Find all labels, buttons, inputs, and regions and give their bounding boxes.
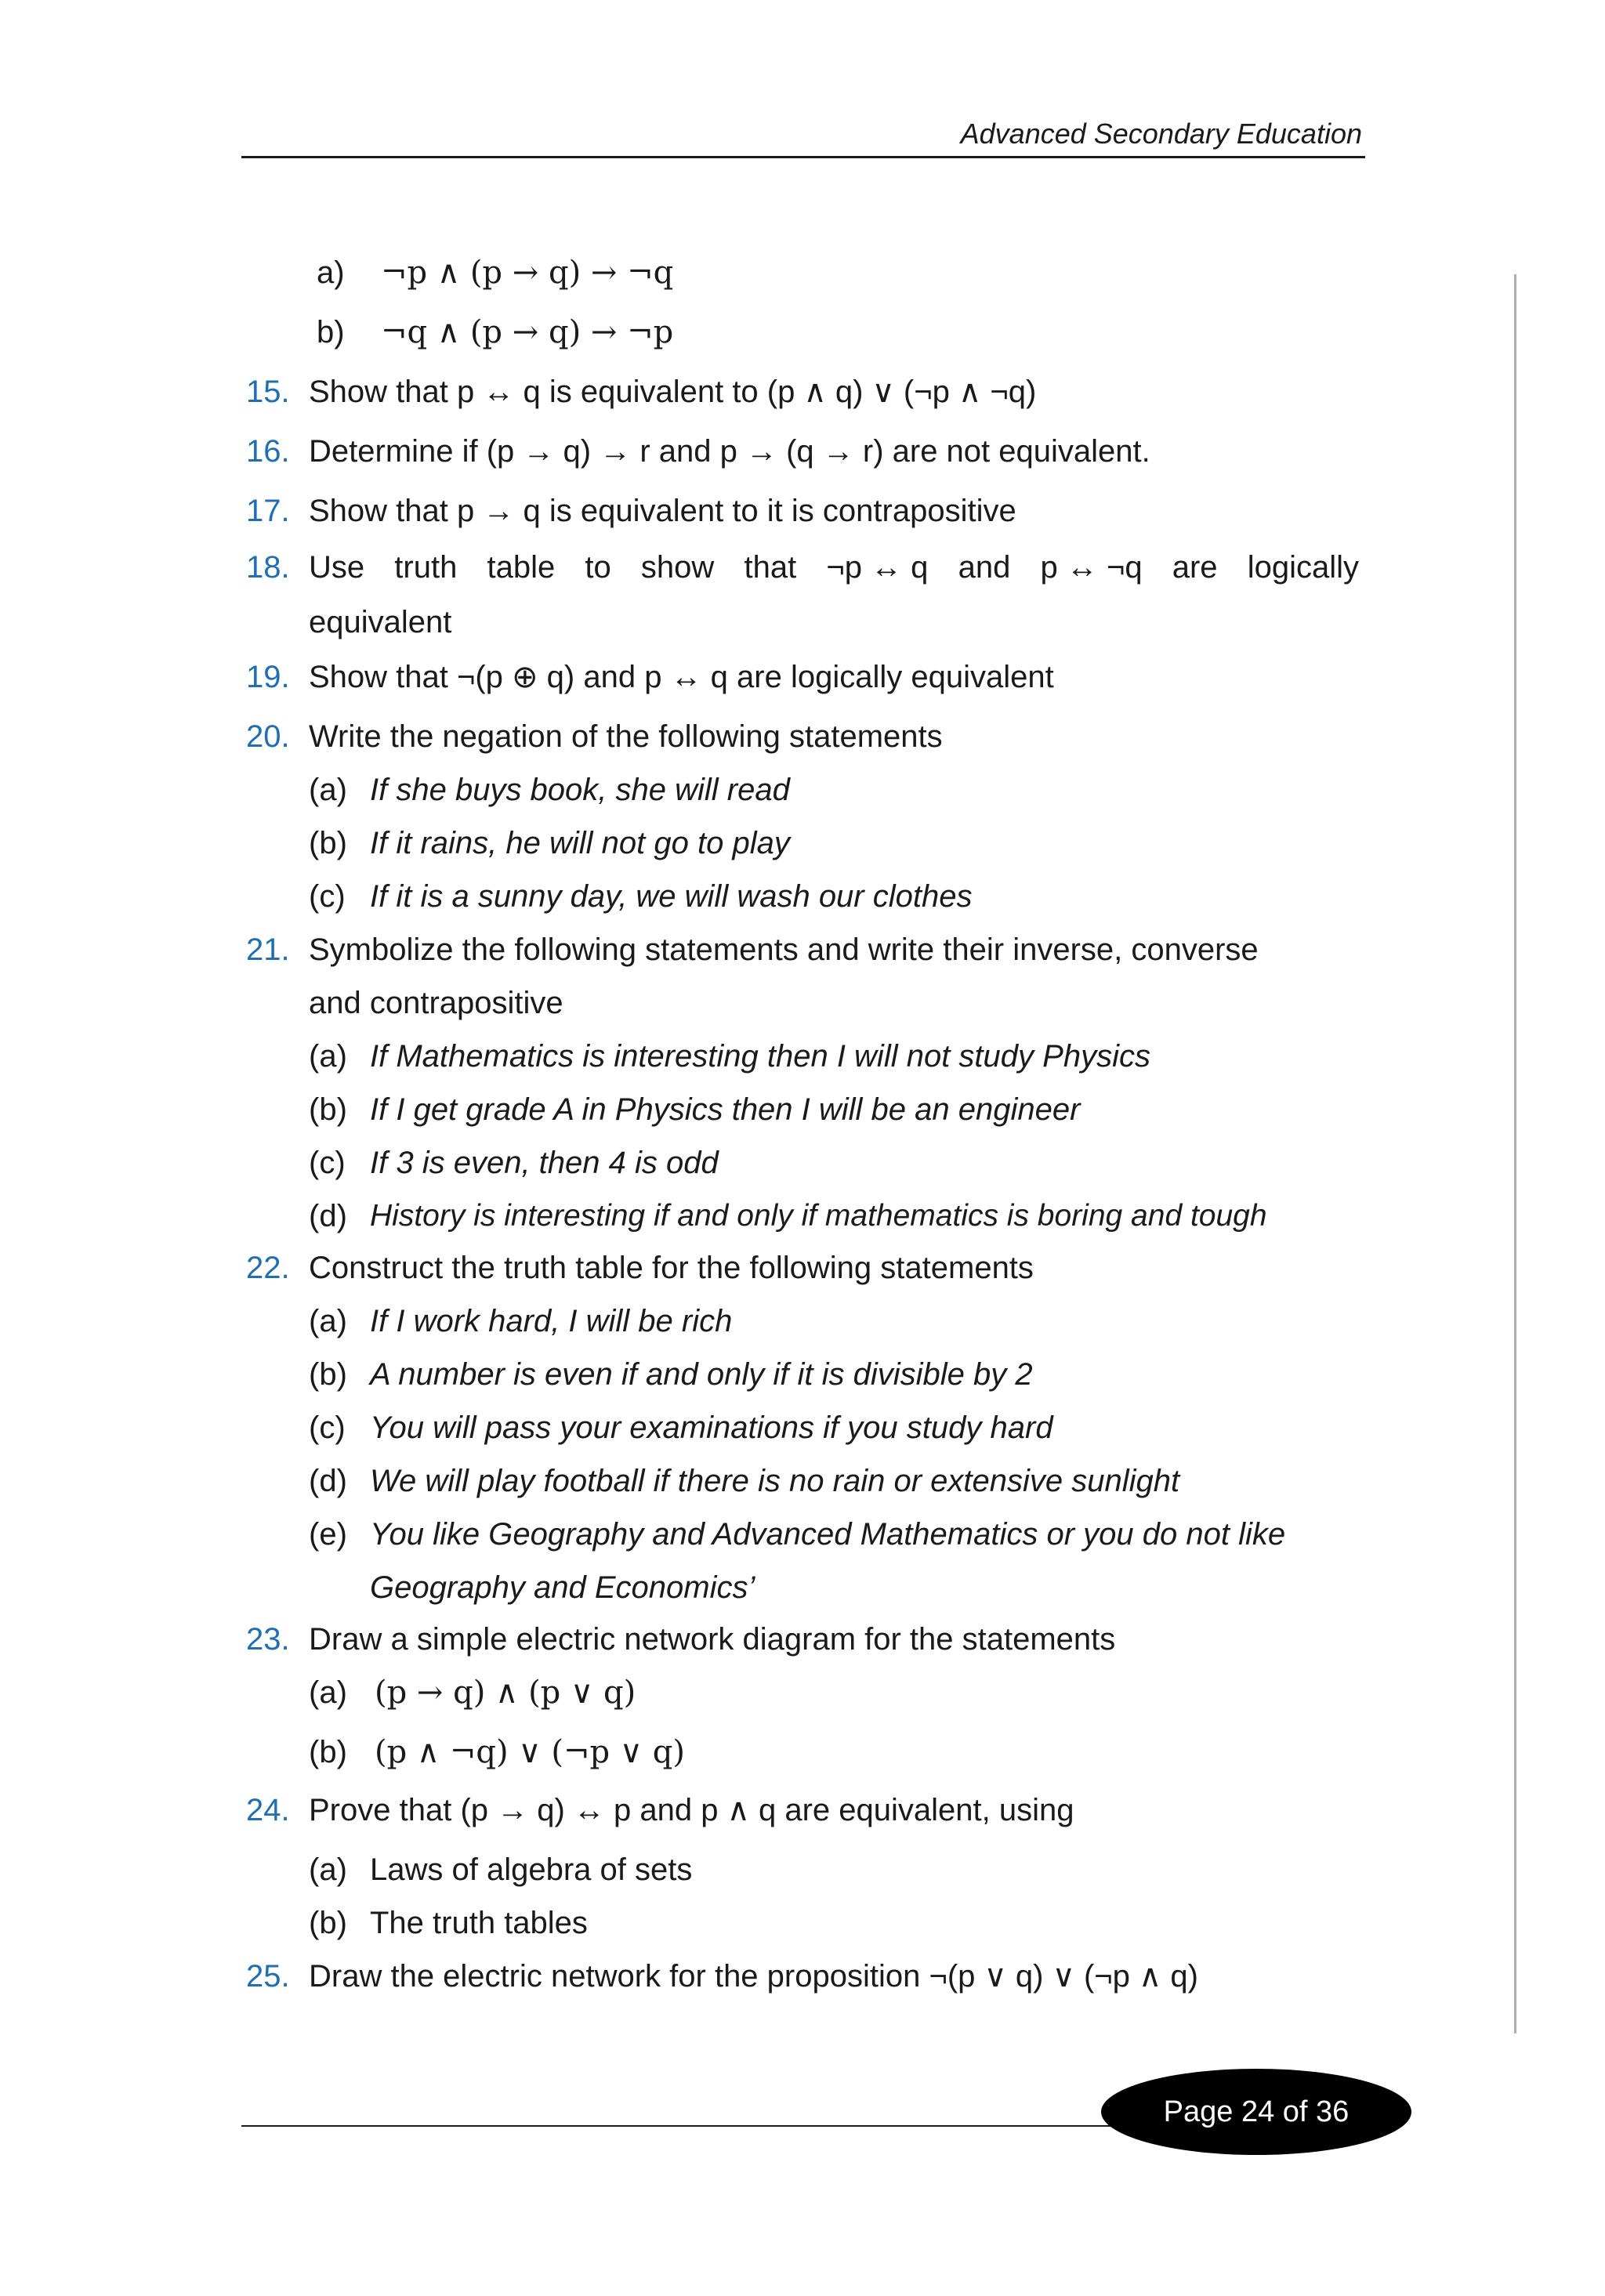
sub-label: (a): [309, 1039, 347, 1074]
sub-text: If 3 is even, then 4 is odd: [370, 1146, 719, 1180]
question-number: 19.: [246, 660, 290, 694]
question-text: Show that p → q is equivalent to it is contrapositive: [309, 494, 1016, 528]
question-text: Show that ¬(p ⊕ q) and p ↔ q are logically equivalent: [309, 660, 1054, 694]
sub-text: (p ∧ ¬q) ∨ (¬p ∨ q): [375, 1734, 685, 1770]
sub-label: (d): [309, 1199, 347, 1233]
sub-text: You like Geography and Advanced Mathematics or you do not like: [370, 1517, 1286, 1552]
word: show: [640, 550, 715, 585]
question-text: Write the negation of the following statements: [309, 719, 943, 754]
question-number: 20.: [246, 719, 290, 754]
sub-label: (b): [309, 1735, 347, 1769]
sub-text: You will pass your examinations if you study hard: [370, 1411, 1053, 1445]
question-text: [309, 547, 1359, 588]
word: and: [958, 550, 1011, 585]
sub-text-cont: Geography and Economics’: [370, 1570, 755, 1605]
sub-text: If I work hard, I will be rich: [370, 1304, 733, 1338]
sub-text: If I get grade A in Physics then I will be an engineer: [370, 1092, 1081, 1127]
sub-label: (b): [309, 826, 347, 860]
sub-label: (b): [309, 1906, 347, 1940]
word: to: [585, 550, 611, 585]
page-number-label: Page 24 of 36: [1163, 2095, 1350, 2128]
question-text: Determine if (p → q) → r and p → (q → r) are not equivalent.: [309, 434, 1150, 469]
sub-label: (e): [309, 1517, 347, 1552]
question-text: Construct the truth table for the following statements: [309, 1251, 1034, 1285]
word: truth: [394, 550, 458, 585]
question-number: 23.: [246, 1622, 290, 1657]
sub-text: If it is a sunny day, we will wash our clothes: [370, 879, 973, 914]
sub-text: The truth tables: [370, 1906, 588, 1940]
question-number: 24.: [246, 1793, 290, 1827]
sub-text: History is interesting if and only if mathematics is boring and tough: [370, 1199, 1267, 1233]
item-text: ¬p ∧ (p → q) → ¬q: [381, 255, 674, 291]
question-number: 18.: [246, 550, 290, 585]
sub-label: (c): [309, 879, 346, 914]
word: Use: [309, 550, 365, 585]
question-number: 21.: [246, 933, 290, 967]
question-text-cont: equivalent: [309, 605, 452, 639]
sub-text: (p → q) ∧ (p ∨ q): [375, 1675, 636, 1711]
question-number: 22.: [246, 1251, 290, 1285]
item-label: a): [317, 255, 345, 290]
question-text: Draw a simple electric network diagram for the statements: [309, 1622, 1116, 1657]
question-text: Prove that (p → q) ↔ p and p ∧ q are equivalent, using: [309, 1793, 1074, 1827]
question-number: 15.: [246, 375, 290, 409]
question-text-cont: and contrapositive: [309, 986, 563, 1020]
sub-text: If she buys book, she will read: [370, 773, 790, 807]
sub-text: If Mathematics is interesting then I will not study Physics: [370, 1039, 1150, 1074]
word: p ↔ ¬q: [1040, 550, 1143, 585]
question-number: 16.: [246, 434, 290, 469]
sub-text: We will play football if there is no rain or extensive sunlight: [370, 1464, 1180, 1498]
word: that: [744, 550, 797, 585]
question-text: Show that p ↔ q is equivalent to (p ∧ q) ∨ (¬p ∧ ¬q): [309, 375, 1037, 409]
sub-label: (b): [309, 1357, 347, 1392]
sub-label: (c): [309, 1411, 346, 1445]
sub-label: (a): [309, 1304, 347, 1338]
sub-label: (a): [309, 1675, 347, 1710]
item-text: ¬q ∧ (p → q) → ¬p: [381, 314, 674, 350]
word: logically: [1247, 550, 1359, 585]
sub-text: If it rains, he will not go to play: [370, 826, 790, 860]
word: table: [487, 550, 556, 585]
question-text: Symbolize the following statements and write their inverse, converse: [309, 933, 1259, 967]
question-number: 17.: [246, 494, 290, 528]
footer-divider: [241, 2125, 1119, 2127]
item-label: b): [317, 315, 345, 349]
sub-text: A number is even if and only if it is divisible by 2: [370, 1357, 1033, 1392]
page-number-badge: [1101, 2069, 1411, 2155]
question-number: 25.: [246, 1959, 290, 1994]
sub-label: (a): [309, 773, 347, 807]
sub-label: (c): [309, 1146, 346, 1180]
question-text: Draw the electric network for the proposition ¬(p ∨ q) ∨ (¬p ∧ q): [309, 1959, 1198, 1994]
word: ¬p ↔ q: [826, 550, 929, 585]
sub-label: (d): [309, 1464, 347, 1498]
header-title: Advanced Secondary Education: [960, 118, 1362, 150]
sub-text: Laws of algebra of sets: [370, 1852, 693, 1887]
sub-label: (a): [309, 1852, 347, 1887]
sub-label: (b): [309, 1092, 347, 1127]
word: are: [1172, 550, 1218, 585]
